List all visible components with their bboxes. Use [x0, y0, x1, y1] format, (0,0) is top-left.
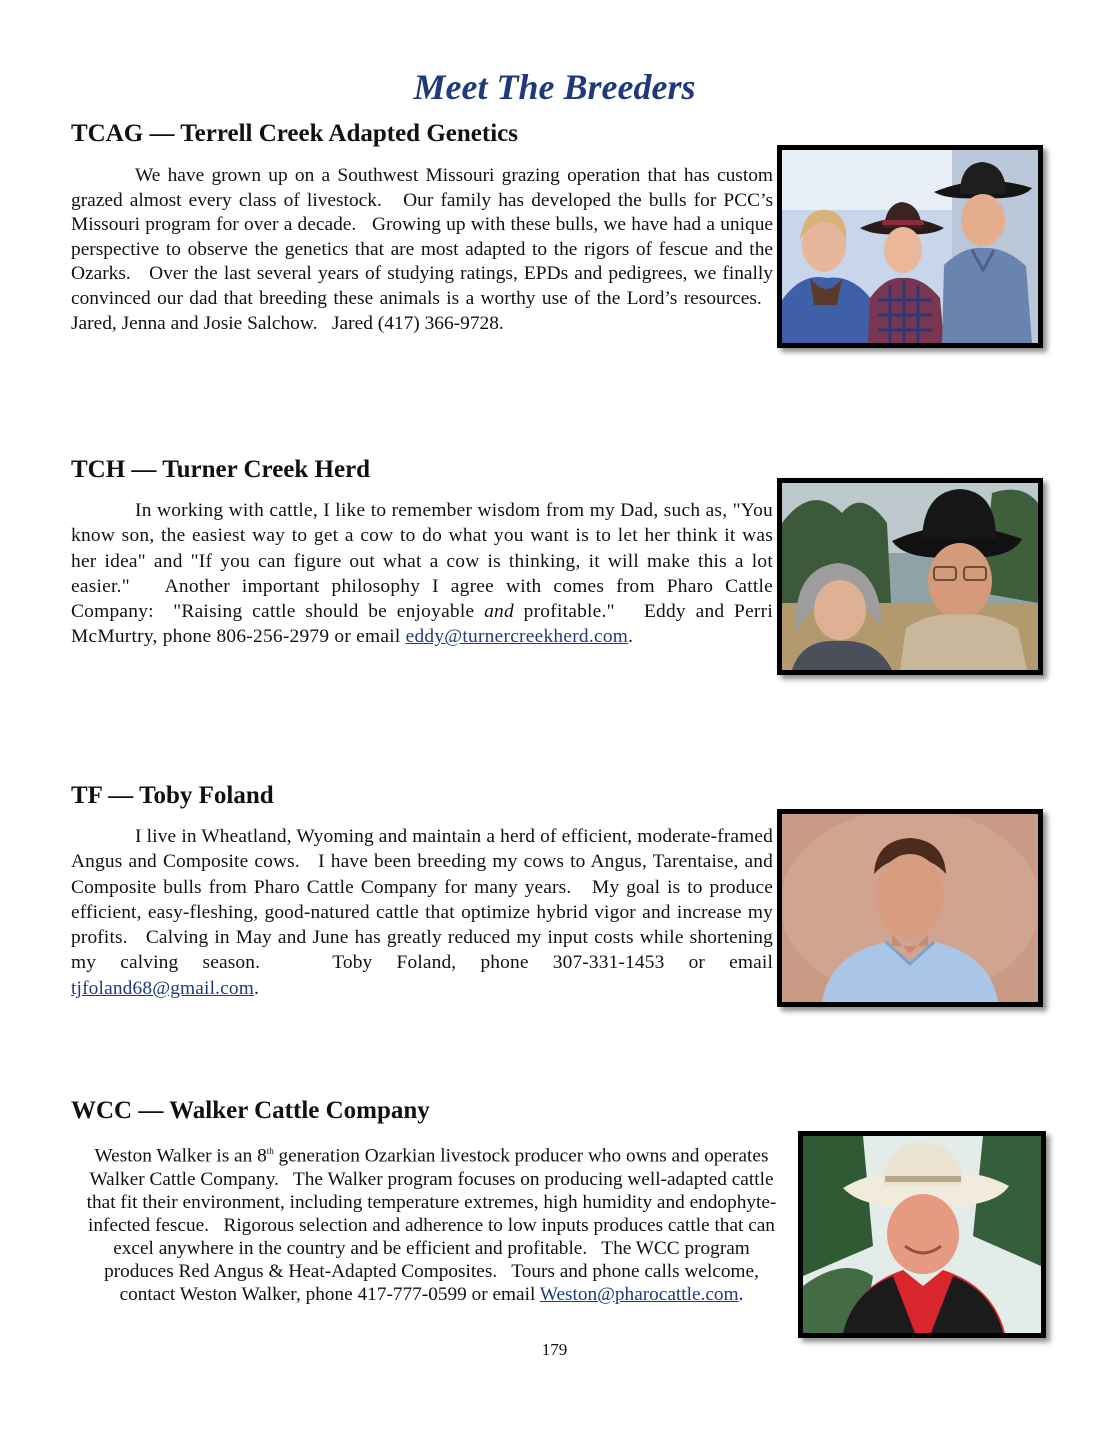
portrait-photo	[777, 809, 1043, 1007]
superscript: th	[266, 1146, 274, 1156]
text-segment: profitable." Eddy and Perri McMurtry, phone 806-256-2979 or email	[71, 601, 773, 648]
section-text-tf	[71, 824, 773, 1001]
emphasis-word: and	[484, 601, 514, 623]
section-text-wcc	[78, 1140, 785, 1306]
text-segment: I live in Wheatland, Wyoming and maintain a herd of efficient, moderate-framed Angus and Composite cows. I have been breeding my cows to Angus, Tarentaise, and Composite bulls from Pharo Cattle Company for many years. My goal is to produce efficient, easy-fleshing, good-natured cattle that optimize hybrid vigor and increase my profits. Calving in May and June has greatly reduced my input costs while shortening my calving season. Toby Foland, phone 307-331-1453 or email	[71, 826, 773, 974]
page-title: Meet The Breeders	[413, 67, 696, 107]
text-segment: .	[253, 977, 259, 999]
email-link-wcc[interactable]: Weston@pharocattle.com	[539, 1283, 739, 1305]
family-photo	[777, 145, 1043, 348]
couple-photo	[777, 478, 1043, 675]
section-heading-tf: TF — Toby Foland	[71, 782, 274, 809]
section-heading-wcc: WCC — Walker Cattle Company	[71, 1097, 430, 1124]
text-segment: .	[738, 1283, 744, 1305]
section-heading-tch: TCH — Turner Creek Herd	[71, 456, 371, 483]
text-segment: In working with cattle, I like to remember wisdom from my Dad, such as, "You know son, the easiest way to get a cow to do what you want is to let her think it was her idea" and "If you can figure out what a cow is thinking, it will make this a lot easier." Another important philosophy I agree with comes from Pharo Cattle Company: "Raising cattle should be enjoyable	[71, 500, 773, 623]
section-text-tcag: We have grown up on a Southwest Missouri grazing operation that has custom grazed almost every class of livestock. Our family has developed the bulls for PCC’s Missouri program for over a decade. Growing up with these bulls, we have had a unique perspective to observe the genetics that are most adapted to the rigors of fescue and the Ozarks. Over the last several years of studying ratings, EPDs and pedigrees, we finally convinced our dad that breeding these animals is a worthy use of the Lord’s resources. Jared, Jenna and Josie Salchow. Jared (417) 366-9728.	[71, 165, 773, 334]
text-segment: .	[628, 626, 634, 648]
section-heading-tcag: TCAG — Terrell Creek Adapted Genetics	[71, 120, 518, 147]
email-link-tf[interactable]: tjfoland68@gmail.com	[71, 977, 254, 999]
page-number: 179	[541, 1340, 568, 1359]
text-segment: generation Ozarkian livestock producer who owns and operates Walker Cattle Company. The Walker program focuses on producing well-adapted cattle that fit their environment, including temperature extremes, high humidity and endophyte-infected fescue. Rigorous selection and adherence to low inputs produces cattle that can excel anywhere in the country and be efficient and profitable. The WCC program produces Red Angus & Heat-Adapted Composites. Tours and phone calls welcome, contact Weston Walker, phone 417-777-0599 or email	[86, 1145, 777, 1305]
section-text-tch	[71, 498, 773, 650]
email-link-tch[interactable]: eddy@turnercreekherd.com	[405, 626, 629, 648]
text-segment: Weston Walker is an 8	[94, 1145, 267, 1167]
cowboy-portrait-photo	[798, 1131, 1046, 1338]
